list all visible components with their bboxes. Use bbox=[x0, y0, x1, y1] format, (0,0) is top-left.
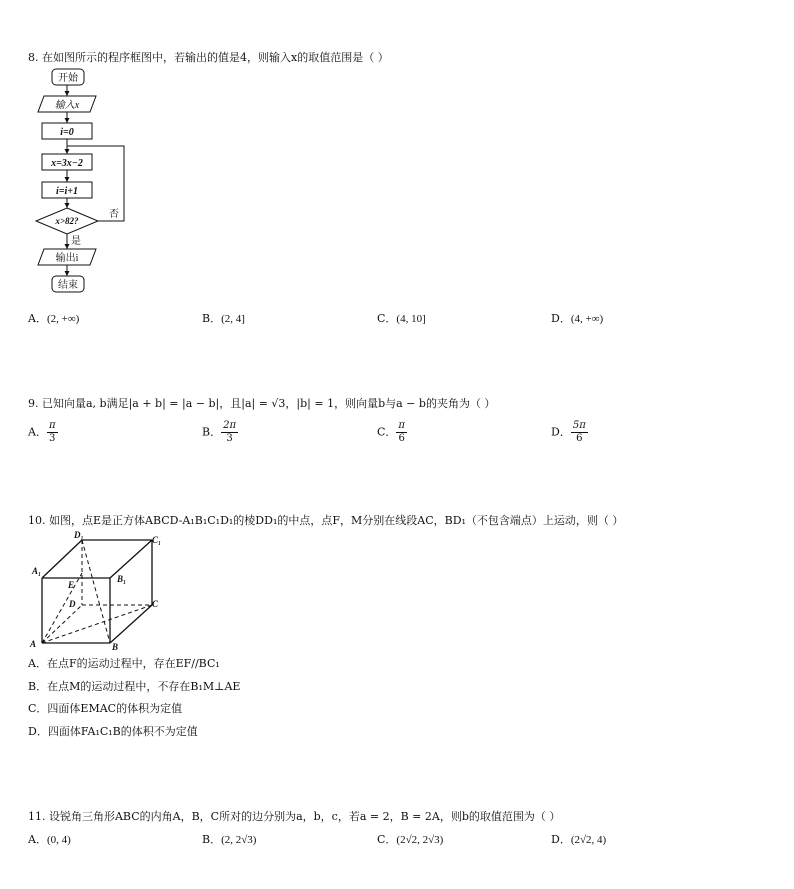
cube-label-b1: B₁ bbox=[117, 574, 127, 584]
q11-option-b[interactable]: B．(2, 2√3) bbox=[202, 833, 257, 846]
flow-init-text: i=0 bbox=[60, 127, 74, 138]
flow-incr-text: i=i+1 bbox=[56, 186, 78, 197]
flow-yes-text: 是 bbox=[71, 236, 81, 247]
q10-option-a[interactable]: A．在点F的运动过程中，存在EF//BC₁ bbox=[28, 657, 220, 670]
q11-option-d[interactable]: D．(2√2, 4) bbox=[551, 833, 607, 846]
cube-label-e: E bbox=[68, 580, 75, 590]
q8-option-d[interactable]: D．(4, +∞) bbox=[551, 312, 604, 325]
cube-label-a: A bbox=[30, 639, 37, 649]
q8-stem: 8. 在如图所示的程序框图中，若输出的值是4，则输入x的取值范围是（ ） bbox=[28, 51, 389, 64]
cube-label-b: B bbox=[112, 642, 119, 652]
q8-option-a[interactable]: A．(2, +∞) bbox=[28, 312, 80, 325]
flow-start-text: 开始 bbox=[58, 73, 78, 84]
q8-option-b[interactable]: B．(2, 4] bbox=[202, 312, 245, 325]
q11-stem: 11. 设锐角三角形ABC的内角A，B，C所对的边分别为a，b，c，若a = 2，B = 2A，则b的取值范围为（ ） bbox=[28, 810, 561, 823]
cube-label-d: D bbox=[69, 599, 76, 609]
cube-label-a1: A₁ bbox=[32, 566, 42, 576]
q10-stem: 10. 如图，点E是正方体ABCD-A₁B₁C₁D₁的棱DD₁的中点，点F，M分别在线段AC，BD₁（不包含端点）上运动，则（ ） bbox=[28, 514, 624, 527]
q8-option-c[interactable]: C．(4, 10] bbox=[377, 312, 426, 325]
cube-figure bbox=[28, 530, 168, 652]
q9-stem: 9. 已知向量a, b满足|a + b| = |a − b|，且|a| = √3，|b| = 1，则向量b与a − b的夹角为（ ） bbox=[28, 397, 496, 410]
flow-output-text: 输出i bbox=[55, 253, 79, 264]
cube-label-c1: C₁ bbox=[152, 535, 162, 545]
flow-assign-text: x=3x−2 bbox=[51, 158, 83, 169]
q11-option-a[interactable]: A．(0, 4) bbox=[28, 833, 71, 846]
flow-input-text: 输入x bbox=[54, 100, 80, 111]
flow-no-text: 否 bbox=[109, 209, 119, 220]
q9-option-d[interactable]: D． $\frac{5\pi}{6}$ bbox=[551, 420, 586, 444]
flow-end-text: 结束 bbox=[58, 280, 78, 291]
q10-option-b[interactable]: B．在点M的运动过程中，不存在B₁M⊥AE bbox=[28, 680, 241, 693]
q9-option-b[interactable]: B． $\frac{2\pi}{3}$ bbox=[202, 420, 237, 444]
flowchart bbox=[28, 66, 138, 296]
cube-label-c: C bbox=[152, 599, 159, 609]
q9-option-a[interactable]: A． $\frac{\pi}{3}$ bbox=[28, 420, 56, 444]
cube-label-d1: D₁ bbox=[74, 530, 84, 540]
flow-cond-text: x>82? bbox=[55, 216, 79, 226]
q11-option-c[interactable]: C．(2√2, 2√3) bbox=[377, 833, 444, 846]
q10-option-c[interactable]: C．四面体EMAC的体积为定值 bbox=[28, 702, 183, 715]
q9-option-c[interactable]: C． $\frac{\pi}{6}$ bbox=[377, 420, 405, 444]
q10-option-d[interactable]: D．四面体FA₁C₁B的体积不为定值 bbox=[28, 725, 198, 738]
